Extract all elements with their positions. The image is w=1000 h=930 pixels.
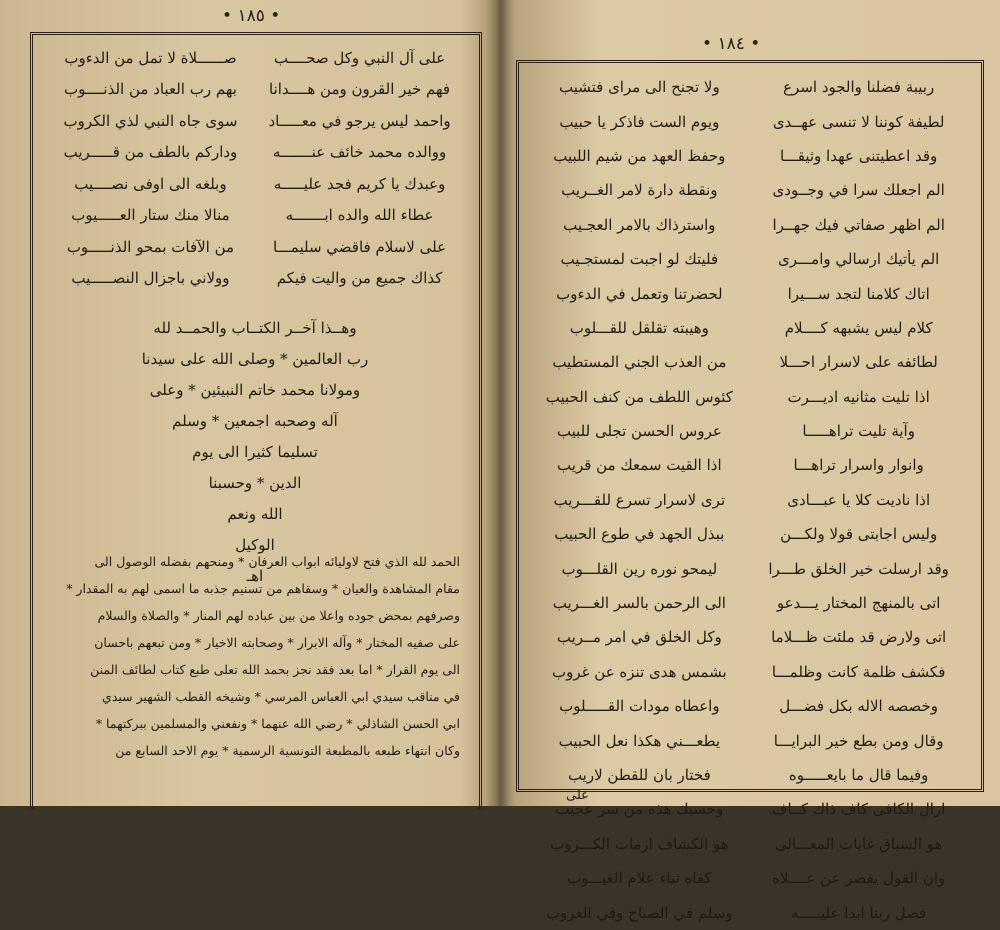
closing-line: اهـ xyxy=(246,567,264,585)
second-hemistich: سوى جاه النبي لذي الكروب xyxy=(63,111,238,130)
first-hemistich: هو السباق غايات المعـــالى xyxy=(774,834,943,853)
colophon-line: الحمد لله الذي فتح لاوليائه ابواب العرفان * ومنحهم بفضله الوصول الى xyxy=(94,554,460,569)
second-hemistich: ويوم الست فاذكر يا حبيب xyxy=(559,112,720,131)
first-hemistich: وآية تليت تراهـــــا xyxy=(802,422,915,441)
second-hemistich: ولا تجنح الى مراى فتشيب xyxy=(558,78,720,97)
second-hemistich: الى الرحمن بالسر الغـــريب xyxy=(552,594,726,613)
colophon-line: وصرفهم بمحض جوده واعلا من بين عباده لهم المنار * والصلاة والسلام xyxy=(97,608,460,623)
page-number: • ١٨٤ • xyxy=(702,34,761,54)
first-hemistich: وخصصه الاله بكل فضـــل xyxy=(779,697,939,716)
first-hemistich: وقد ارسلت خير الخلق طـــرا xyxy=(768,559,949,578)
verse-line xyxy=(534,345,964,379)
first-hemistich: اذا ناديت كلا يا عبـــادى xyxy=(787,490,931,509)
verse-line xyxy=(50,231,460,263)
poem-verses xyxy=(534,70,964,930)
first-hemistich: كذاك جميع من واليت فيكم xyxy=(276,269,443,288)
first-hemistich: اتى بالمنهج المختار يـــدعو xyxy=(776,594,941,613)
verse-line xyxy=(534,208,964,242)
catchword: على xyxy=(566,788,589,803)
verse-line xyxy=(534,414,964,448)
first-hemistich: وعبدك يا كريم فجد عليـــــه xyxy=(273,174,446,193)
closing-line: ومولانا محمد خاتم النبيئين * وعلى xyxy=(149,381,361,399)
verse-line xyxy=(534,551,964,585)
colophon-line: في مناقب سيدي ابي العباس المرسي * وشيخه القطب الشهير سيدي xyxy=(102,689,460,704)
first-hemistich: كلام ليس يشبهه كــــلام xyxy=(784,318,933,337)
closing-line: رب العالمين * وصلى الله على سيدنا xyxy=(141,350,369,368)
verse-line xyxy=(50,105,460,137)
second-hemistich: ببذل الجهد في طوع الحبيب xyxy=(554,525,725,544)
first-hemistich: فصل ربنا ابدا عليـــــه xyxy=(791,903,927,922)
second-hemistich: كفاه ثناء علام الغيـــوب xyxy=(567,869,712,888)
closing-line: وهــذا آخــر الكتــاب والحمــد لله xyxy=(153,319,357,337)
verse-line xyxy=(534,104,964,138)
verse-line xyxy=(534,242,964,276)
second-hemistich: بشمس هدى تنزه عن غروب xyxy=(552,662,727,681)
right-page xyxy=(506,0,1000,922)
colophon-line: ابي الحسن الشاذلي * رضي الله عنهما * ونفعني والمسلمين ببركتهما * xyxy=(95,716,460,731)
verse-line xyxy=(534,586,964,620)
second-hemistich: وكل الخلق في امر مــريب xyxy=(556,628,722,647)
first-hemistich: الم اظهر صفاتي فيك جهــرا xyxy=(772,215,945,234)
second-hemistich: ترى لاسرار تسرع للقـــريب xyxy=(553,490,726,509)
verse-line xyxy=(534,276,964,310)
second-hemistich: واسترذاك بالامر العجـيب xyxy=(563,215,716,234)
verse-line xyxy=(534,380,964,414)
first-hemistich: ازال الكافى كاف ذاك كــاف xyxy=(771,800,946,819)
verse-line xyxy=(534,655,964,689)
first-hemistich: على آل النبي وكل صحــــب xyxy=(273,48,446,67)
second-hemistich: منالا منك ستار العـــــيوب xyxy=(71,206,230,225)
verse-line xyxy=(534,620,964,654)
second-hemistich: يطعـــني هكذا نعل الحبيب xyxy=(558,731,721,750)
first-hemistich: وقد اعطيتنى عهدا وثيقـــا xyxy=(780,146,938,165)
first-hemistich: اتى ولارض قد ملئت ظـــلاما xyxy=(771,628,947,647)
colophon-line: على صفيه المختار * وآله الابرار * وصحابته الاخيار * ومن تبعهم باحسان xyxy=(94,635,460,650)
first-hemistich: لطيفة كوننا لا تنسى عهــدى xyxy=(772,112,945,131)
second-hemistich: صــــــلاة لا تمل من الدءوب xyxy=(64,48,237,67)
verse-line xyxy=(50,263,460,295)
verse-line xyxy=(50,74,460,106)
verse-line xyxy=(50,42,460,74)
left-page xyxy=(0,0,496,806)
closing-line: تسليما كثيرا الى يوم xyxy=(192,443,318,461)
first-hemistich: ووالده محمد خائف عنـــــــه xyxy=(272,143,447,162)
printer-colophon xyxy=(50,548,460,764)
verse-line xyxy=(534,448,964,482)
colophon-line: وكان انتهاء طبعه بالمطبعة التونسية الرسمية * يوم الاحد السابع من xyxy=(115,743,460,758)
second-hemistich: وداركم بالطف من قـــــريب xyxy=(63,143,238,162)
closing-line: الوكيل xyxy=(235,536,275,554)
first-hemistich: فهم خير القرون ومن هــــدانا xyxy=(269,80,451,99)
first-hemistich: الم يأتيك ارسالي وامـــرى xyxy=(777,250,940,269)
second-hemistich: وهيبته تقلقل للقـــلوب xyxy=(569,318,709,337)
second-hemistich: وحسبك هذه من سر عجيب xyxy=(555,800,724,819)
verse-line xyxy=(50,200,460,232)
first-hemistich: ربيبة فضلنا والجود اسرع xyxy=(783,78,935,97)
verse-line xyxy=(534,139,964,173)
second-hemistich: لحضرتنا وتعمل في الدءوب xyxy=(556,284,723,303)
verse-line xyxy=(50,137,460,169)
first-hemistich: لطائفه على لاسرار احـــلا xyxy=(779,353,938,372)
verse-line xyxy=(534,827,964,861)
page-number: • ١٨٥ • xyxy=(222,6,281,26)
verse-line xyxy=(534,792,964,826)
first-hemistich: واحمد ليس يرجو في معـــــاد xyxy=(268,111,451,130)
second-hemistich: ليمحو نوره رين القلـــوب xyxy=(561,559,718,578)
verse-line xyxy=(534,723,964,757)
second-hemistich: من الآفات بمحو الذنـــــوب xyxy=(66,237,235,256)
poem-verses xyxy=(50,42,460,294)
verse-line xyxy=(534,689,964,723)
verse-line xyxy=(50,168,460,200)
first-hemistich: عطاء الله والده ابـــــــه xyxy=(285,206,434,225)
first-hemistich: وانوار واسرار تراهـــا xyxy=(793,456,924,475)
closing-line: الدين * وحسبنا xyxy=(208,474,302,492)
second-hemistich: هو الكشاف ازمات الكـــروب xyxy=(550,834,729,853)
second-hemistich: فختار بان للقطن لاريب xyxy=(567,766,711,784)
colophon-line: الى يوم القرار * اما بعد فقد نجز بحمد الله تعلى طبع كتاب لطائف المنن xyxy=(90,662,460,677)
verse-line xyxy=(534,758,964,792)
second-hemistich: وبلغه الى اوفى نصــــيب xyxy=(74,174,227,193)
first-hemistich: وقال ومن بطع خير البرايـــا xyxy=(773,731,944,750)
second-hemistich: وسلم في الصباح وفي الغروب xyxy=(546,903,733,922)
verse-line xyxy=(534,895,964,929)
closing-line: الله ونعم xyxy=(227,505,283,523)
first-hemistich: اتاك كلامنا لتجد ســـيرا xyxy=(787,284,930,303)
first-hemistich: على لاسلام فاقضي سليمـــا xyxy=(273,237,447,256)
verse-line xyxy=(534,861,964,895)
second-hemistich: عروس الحسن تجلى للبيب xyxy=(556,422,722,441)
second-hemistich: وحفظ العهد من شيم اللبيب xyxy=(553,146,726,165)
first-hemistich: وفيما قال ما بايعـــــوه xyxy=(788,766,929,784)
closing-line: آله وصحبه اجمعين * وسلم xyxy=(172,412,338,430)
colophon-line: مقام المشاهدة والعيان * وسقاهم من تسنيم جذبه ما اسمى لهم به المقدار * xyxy=(66,581,460,596)
verse-line xyxy=(534,483,964,517)
second-hemistich: من العذب الجني المستطيب xyxy=(552,353,727,372)
second-hemistich: فليتك لو اجبت لمستجـيب xyxy=(560,250,719,269)
second-hemistich: وولاني باجزال النصـــــيب xyxy=(71,269,230,288)
first-hemistich: فكشف ظلمة كانت وظلمـــا xyxy=(771,662,946,681)
second-hemistich: اذا القيت سمعك من قريب xyxy=(557,456,722,475)
verse-line xyxy=(534,311,964,345)
first-hemistich: اذا تليت مثانيه اديـــرت xyxy=(787,387,930,406)
first-hemistich: الم اجعلك سرا في وجــودى xyxy=(772,181,945,200)
first-hemistich: وليس اجابتى قولا ولكـــن xyxy=(780,525,938,544)
second-hemistich: كئوس اللطف من كنف الحبيب xyxy=(545,387,733,406)
second-hemistich: بهم رب العباد من الذنــــوب xyxy=(63,80,237,99)
verse-line xyxy=(534,70,964,104)
second-hemistich: واعطاه مودات القـــــلوب xyxy=(559,697,720,716)
first-hemistich: وان القول يقصر عن عــــلاه xyxy=(772,869,946,888)
verse-line xyxy=(534,173,964,207)
verse-line xyxy=(534,517,964,551)
second-hemistich: ونقطة دارة لامر الغــريب xyxy=(561,181,718,200)
